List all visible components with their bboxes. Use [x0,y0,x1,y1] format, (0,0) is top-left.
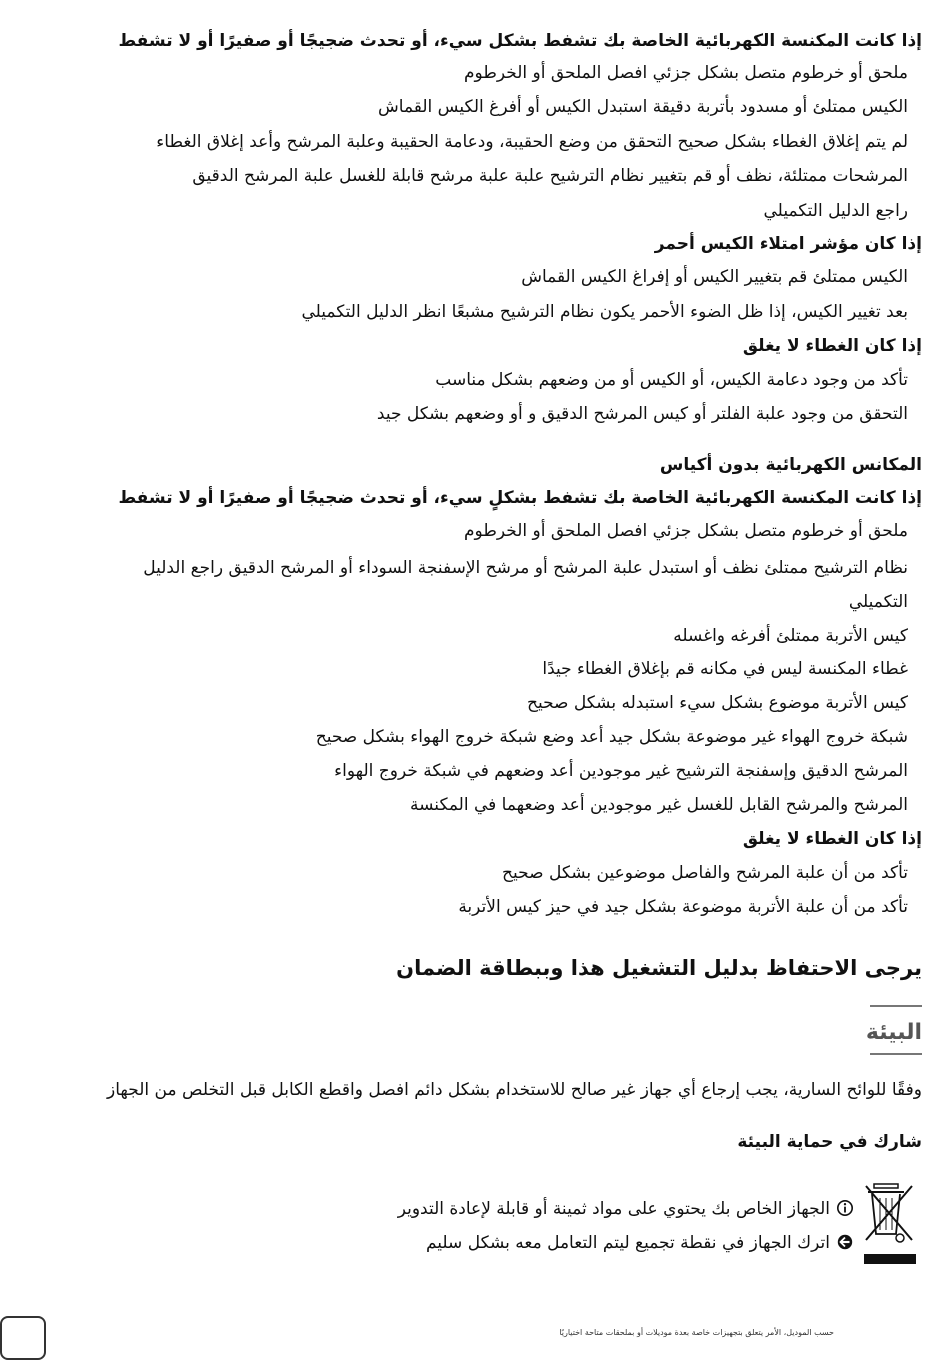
list-item: نظام الترشيح ممتلئ نظف أو استبدل علبة المرشح أو مرشح الإسفنجة السوداء أو المرشح الدقيق راجع الدليل [143,558,908,578]
weee-crossed-bin-icon [860,1180,920,1272]
environment-item-text: الجهاز الخاص بك يحتوي على مواد ثمينة أو قابلة لإعادة التدوير [397,1199,830,1219]
list-item: كيس الأتربة ممتلئ أفرغه واغسله [673,626,908,646]
environment-rule-bottom [870,1053,922,1055]
environment-item [398,1198,854,1220]
heading-bag-indicator: إذا كان مؤشر امتلاء الكيس أحمر [654,234,922,254]
environment-subtitle: شارك في حماية البيئة [737,1132,922,1152]
list-item: ملحق أو خرطوم متصل بشكل جزئي افصل الملحق أو الخرطوم [464,63,908,83]
info-icon [836,1199,854,1217]
environment-title: البيئة [865,1020,922,1045]
page-number-box [0,1316,46,1360]
environment-regulation: وفقًا للوائح السارية، يجب إرجاع أي جهاز غير صالح للاستخدام بشكل دائم افصل واقطع الكابل قبل التخلص من الجهاز [107,1080,922,1100]
heading-bad-suction: إذا كانت المكنسة الكهربائية الخاصة بك تشفط بشكلٍ سيء، أو تحدث ضجيجًا أو صفيرًا أو لا تشفط [118,488,922,508]
environment-item [426,1232,854,1254]
list-item: المرشحات ممتلئة، نظف أو قم بتغيير نظام الترشيح علبة علبة مرشح قابلة للغسل علبة المرشح الدقيق [192,166,908,186]
list-item: بعد تغيير الكيس، إذا ظل الضوء الأحمر يكون نظام الترشيح مشبعًا انظر الدليل التكميلي [301,302,908,322]
list-item: ملحق أو خرطوم متصل بشكل جزئي افصل الملحق أو الخرطوم [464,521,908,541]
footnote: حسب الموديل، الأمر يتعلق بتجهيزات خاصة بعدة موديلات أو بملحقات متاحة اختياريًا [559,1328,834,1337]
list-item: المرشح الدقيق وإسفنجة الترشيح غير موجودين أعد وضعهم في شبكة خروج الهواء [334,761,908,781]
environment-item-text: اترك الجهاز في نقطة تجميع ليتم التعامل معه بشكل سليم [425,1233,830,1253]
list-item: شبكة خروج الهواء غير موضوعة بشكل جيد أعد وضع شبكة خروج الهواء بشكل صحيح [315,727,908,747]
list-item: التكميلي [848,592,908,612]
list-item: راجع الدليل التكميلي [763,201,908,221]
list-item: الكيس ممتلئ قم بتغيير الكيس أو إفراغ الكيس القماش [521,267,908,287]
recycle-point-icon [836,1233,854,1251]
list-item: الكيس ممتلئ أو مسدود بأتربة دقيقة استبدل الكيس أو أفرغ الكيس القماش [378,97,908,117]
environment-rule-top [870,1005,922,1007]
list-item: التحقق من وجود علبة الفلتر أو كيس المرشح الدقيق و أو وضعهم بشكل جيد [376,404,908,424]
heading-lid: إذا كان الغطاء لا يغلق [742,336,922,356]
list-item: تأكد من وجود دعامة الكيس، أو الكيس أو من وضعهم بشكل مناسب [435,370,908,390]
list-item: لم يتم إغلاق الغطاء بشكل صحيح التحقق من وضع الحقيبة، ودعامة الحقيبة وعلبة المرشح وأعد إغلاق الغطاء [156,132,908,152]
keep-manual-note: يرجى الاحتفاظ بدليل التشغيل هذا وببطاقة الضمان [396,956,922,980]
list-item: المرشح والمرشح القابل للغسل غير موجودين أعد وضعهما في المكنسة [410,795,908,815]
list-item: تأكد من أن علبة الأتربة موضوعة بشكل جيد في حيز كيس الأتربة [458,897,908,917]
heading-bad-suction: إذا كانت المكنسة الكهربائية الخاصة بك تشفط بشكل سيء، أو تحدث ضجيجًا أو صفيرًا أو لا تشفط [118,31,922,51]
list-item: غطاء المكنسة ليس في مكانه قم بإغلاق الغطاء جيدًا [542,659,908,679]
heading-lid: إذا كان الغطاء لا يغلق [742,829,922,849]
list-item: تأكد من أن علبة المرشح والفاصل موضوعين بشكل صحيح [502,863,908,883]
section-title-bagless: المكانس الكهربائية بدون أكياس [659,455,922,475]
list-item: كيس الأتربة موضوع بشكل سيء استبدله بشكل صحيح [526,693,908,713]
